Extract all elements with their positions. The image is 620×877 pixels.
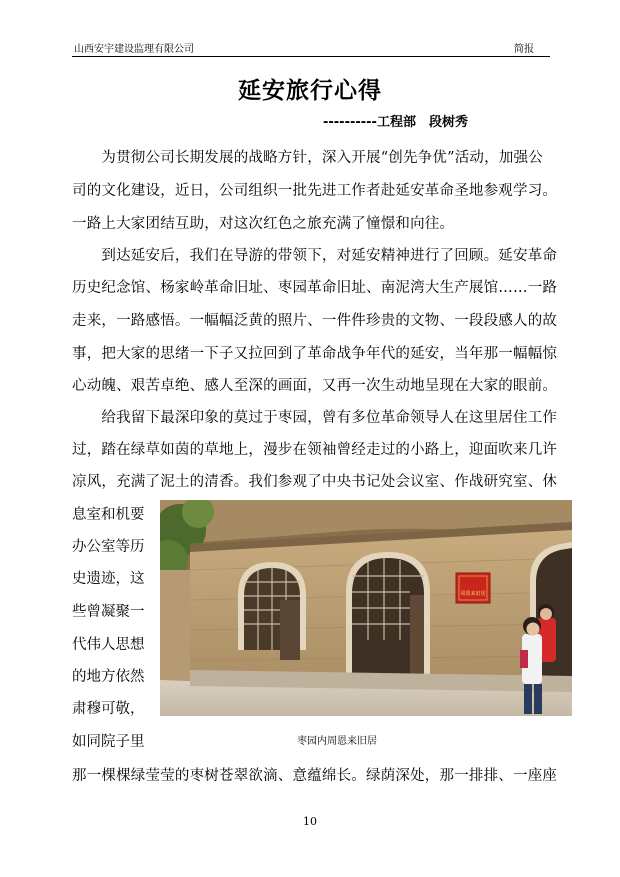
body-line: 凉风，充满了泥土的清香。我们参观了中央书记处会议室、作战研究室、休 xyxy=(72,474,558,490)
side-line: 代伟人思想 xyxy=(72,637,145,653)
sign-text: 周恩来旧居 xyxy=(460,591,486,597)
photo-caption: 枣园内周恩来旧居 xyxy=(297,736,377,747)
header-divider xyxy=(72,56,550,57)
side-line: 如同院子里 xyxy=(72,734,145,750)
body-line: 那一棵棵绿莹莹的枣树苍翠欲滴、意蕴绵长。绿荫深处，那一排排、一座座 xyxy=(72,768,558,784)
arched-window-left xyxy=(238,562,306,660)
page-title: 延安旅行心得 xyxy=(238,78,382,104)
body-line: 事，把大家的思绪一下子又拉回到了革命战争年代的延安，当年那一幅幅惊 xyxy=(72,346,558,362)
side-line: 办公室等历 xyxy=(72,539,145,555)
arched-doorway-center xyxy=(346,552,430,675)
author-line: ----------工程部 段树秀 xyxy=(323,115,468,130)
header-company: 山西安宇建设监理有限公司 xyxy=(74,44,194,55)
side-line: 的地方依然 xyxy=(72,669,145,685)
body-line: 到达延安后，我们在导游的带领下，对延安精神进行了回顾。延安革命 xyxy=(72,248,558,264)
former-residence-sign xyxy=(456,573,490,603)
side-line: 肃穆可敬， xyxy=(72,701,145,717)
body-line: 给我留下最深印象的莫过于枣园，曾有多位革命领导人在这里居住工作 xyxy=(72,410,558,426)
side-line: 些曾凝聚一 xyxy=(72,604,145,620)
header-doc-type: 简报 xyxy=(514,44,534,55)
body-line: 心动魄、艰苦卓绝、感人至深的画面，又再一次生动地呈现在大家的眼前。 xyxy=(72,378,558,394)
page-number: 10 xyxy=(303,815,317,828)
body-line: 历史纪念馆、杨家岭革命旧址、枣园革命旧址、南泥湾大生产展馆……一路 xyxy=(72,280,558,296)
body-line: 为贯彻公司长期发展的战略方针，深入开展“创先争优”活动，加强公 xyxy=(72,150,543,166)
body-line: 司的文化建设，近日，公司组织一批先进工作者赴延安革命圣地参观学习。 xyxy=(72,183,558,199)
body-line: 一路上大家团结互助，对这次红色之旅充满了憧憬和向往。 xyxy=(72,216,455,232)
body-line: 过，踏在绿草如茵的草地上，漫步在领袖曾经走过的小路上，迎面吹来几许 xyxy=(72,442,558,458)
body-line: 走来，一路感悟。一幅幅泛黄的照片、一件件珍贵的文物、一段段感人的故 xyxy=(72,313,558,329)
side-line: 息室和机要 xyxy=(72,507,145,523)
zaoyuan-photo xyxy=(160,500,572,716)
side-line: 史遗迹，这 xyxy=(72,571,145,587)
